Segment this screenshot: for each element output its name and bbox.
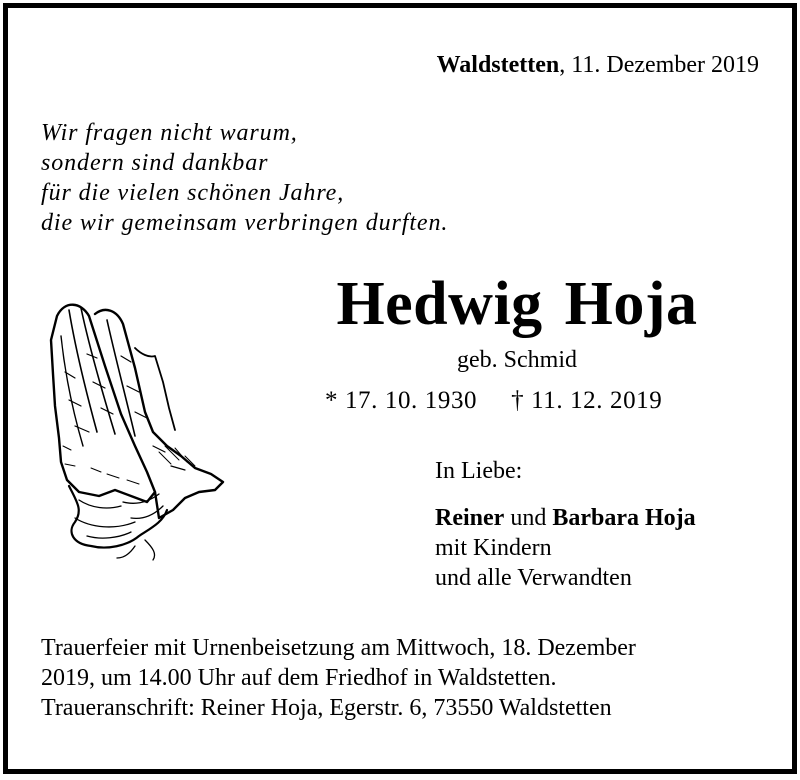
maiden-name: geb. Schmid — [457, 347, 577, 373]
poem-line: sondern sind dankbar — [41, 150, 269, 176]
mourner-name: Barbara Hoja — [552, 505, 696, 531]
poem-line: Wir fragen nicht warum, — [41, 120, 298, 146]
mourner-name: Reiner — [435, 505, 505, 531]
first-name: Hedwig — [336, 270, 543, 338]
mourners-line: mit Kindern — [435, 535, 552, 561]
poem — [41, 118, 448, 238]
in-love-intro: In Liebe: — [435, 458, 523, 484]
mourners-line — [435, 503, 696, 533]
place-date — [437, 50, 759, 80]
notice-date: , 11. Dezember 2019 — [559, 52, 759, 78]
birth-date: * 17. 10. 1930 — [325, 387, 478, 414]
service-line: Trauerfeier mit Urnenbeisetzung am Mittwoch, 18. Dezember — [41, 635, 636, 661]
poem-line: die wir gemeinsam verbringen durften. — [41, 210, 449, 236]
mourners-line: und alle Verwandten — [435, 565, 632, 591]
life-dates — [325, 385, 662, 417]
service-line: Traueranschrift: Reiner Hoja, Egerstr. 6, 73550 Waldstetten — [41, 695, 612, 721]
mourners-list — [435, 503, 696, 593]
deceased-name — [8, 266, 800, 342]
service-info — [41, 633, 636, 723]
death-date: † 11. 12. 2019 — [511, 387, 663, 414]
last-name: Hoja — [564, 270, 698, 338]
place-name: Waldstetten — [436, 52, 560, 78]
poem-line: für die vielen schönen Jahre, — [41, 180, 345, 206]
service-line: 2019, um 14.00 Uhr auf dem Friedhof in Waldstetten. — [41, 665, 557, 691]
mourner-connector: und — [504, 505, 553, 531]
obituary-card — [3, 3, 797, 774]
